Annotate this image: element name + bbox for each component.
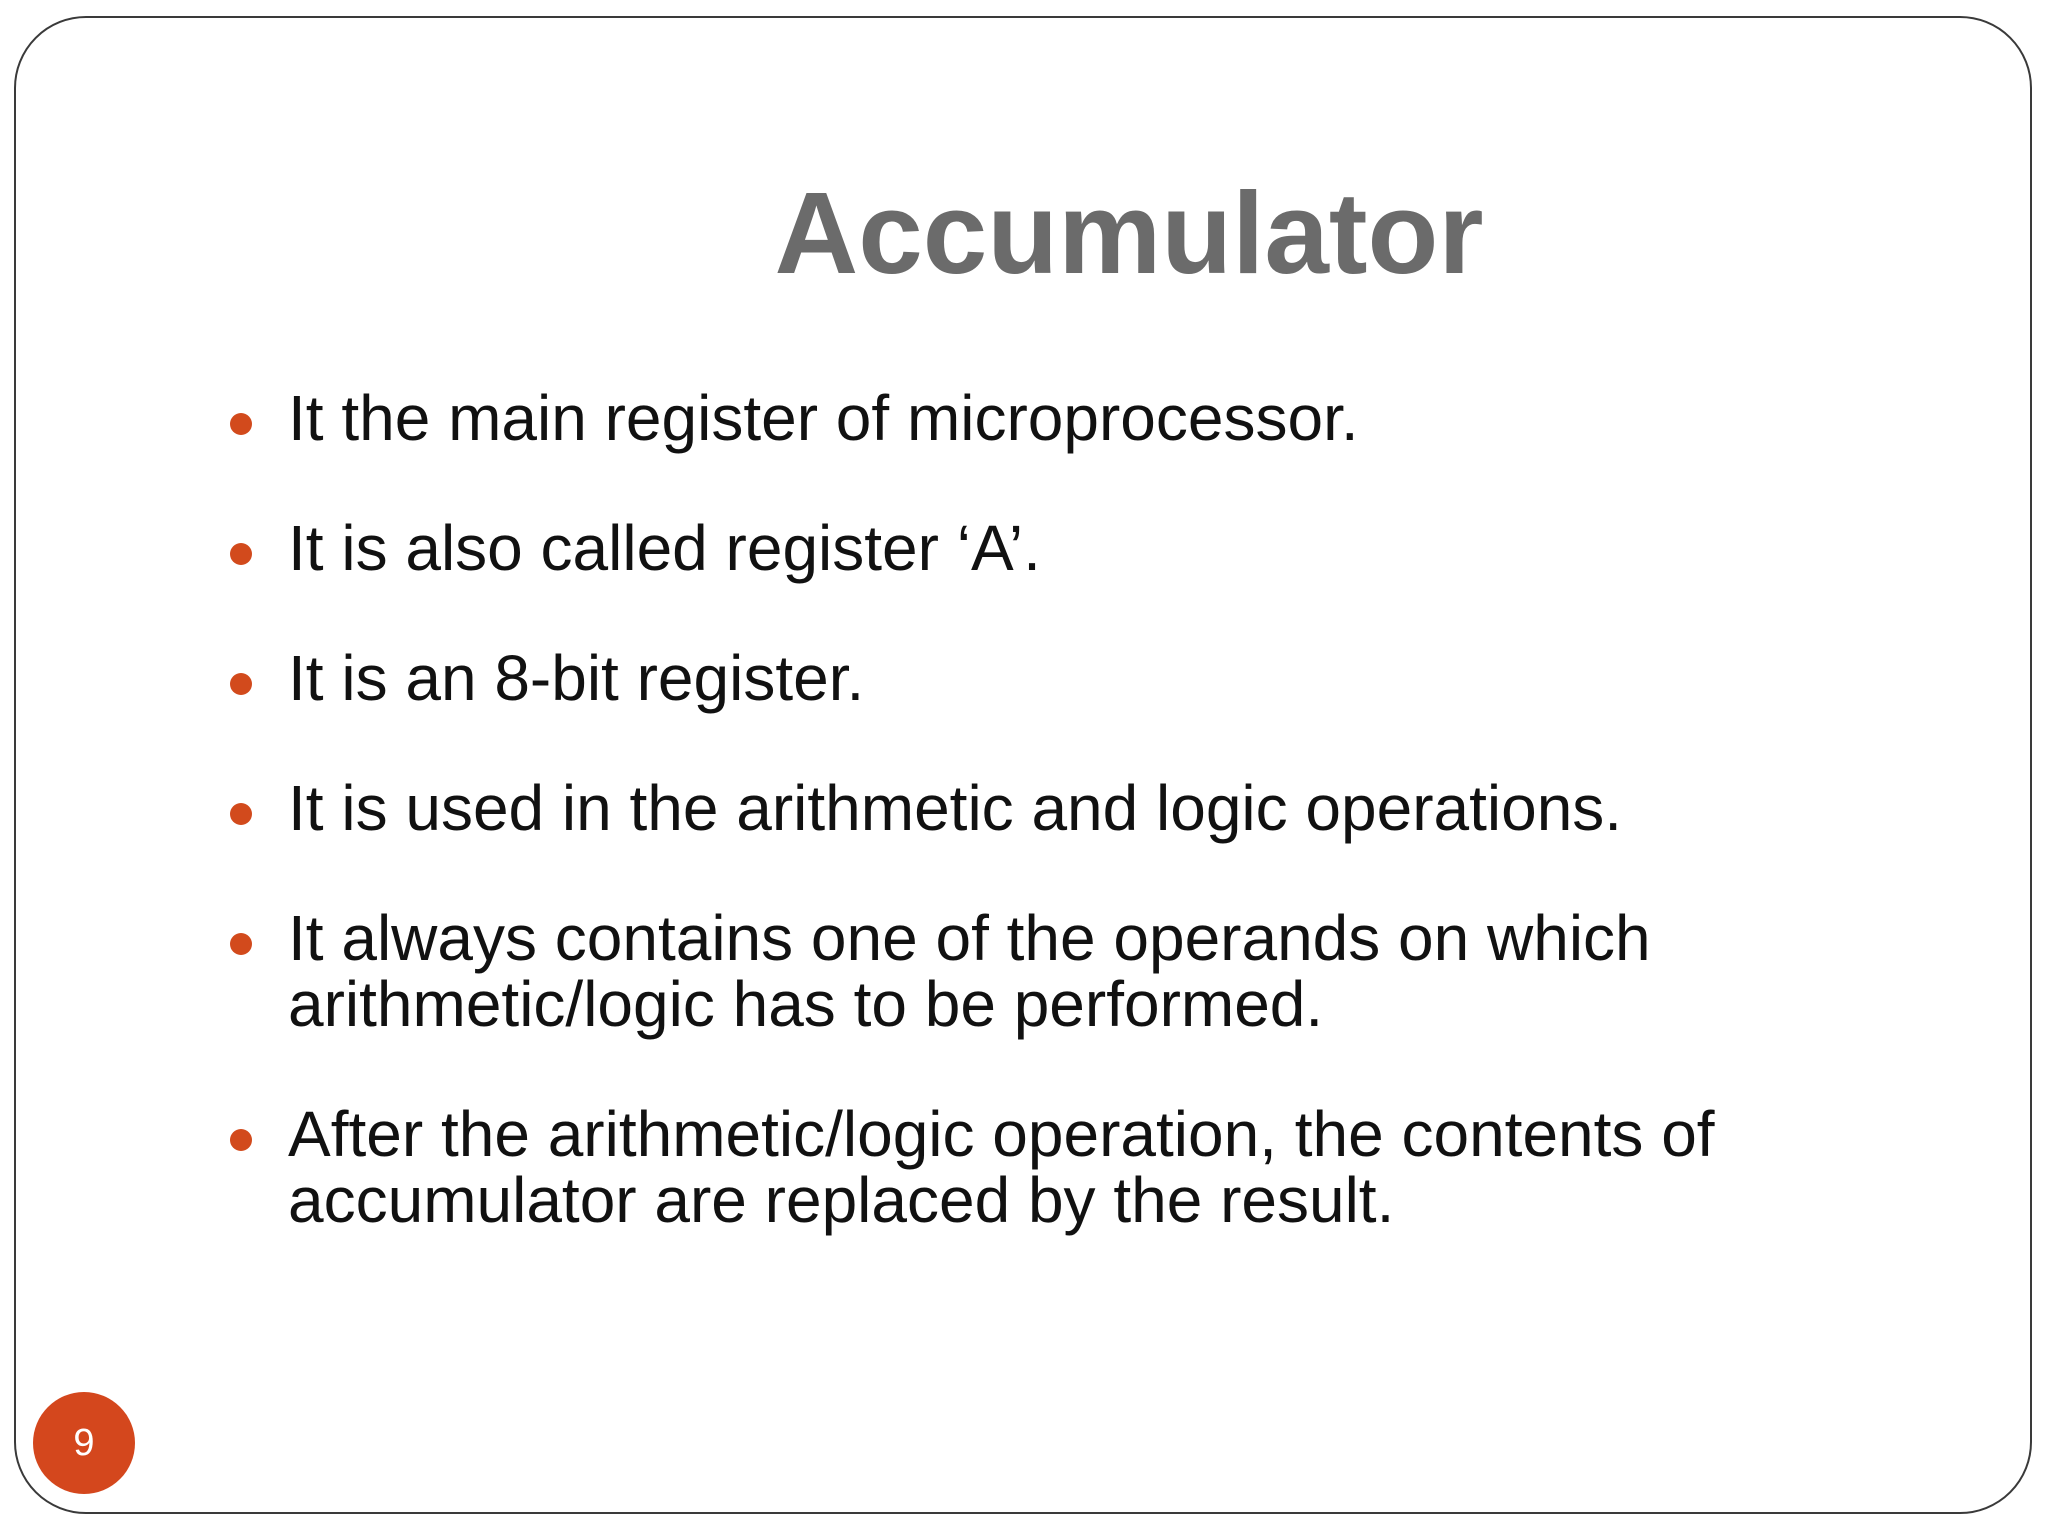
bullet-text: After the arithmetic/logic operation, the contents of accumulator are replaced by the result.: [288, 1098, 1715, 1236]
bullet-item: [230, 512, 1870, 584]
bullet-dot-icon: [230, 933, 252, 955]
page-number: 9: [73, 1421, 95, 1464]
bullet-text: It is used in the arithmetic and logic operations.: [288, 772, 1623, 844]
slide-title: Accumulator: [774, 168, 1484, 298]
bullet-text: It is an 8-bit register.: [288, 642, 865, 714]
bullet-item: [230, 642, 1870, 714]
bullet-text: It is also called register ‘A’.: [288, 512, 1041, 584]
bullet-item: [230, 1098, 1870, 1236]
bullet-item: [230, 772, 1870, 844]
bullet-text: It always contains one of the operands on which arithmetic/logic has to be performed.: [288, 902, 1651, 1040]
bullet-item: [230, 902, 1870, 1040]
bullet-dot-icon: [230, 413, 252, 435]
bullet-dot-icon: [230, 543, 252, 565]
bullet-dot-icon: [230, 803, 252, 825]
bullet-text: It the main register of microprocessor.: [288, 382, 1359, 454]
bullet-dot-icon: [230, 1129, 252, 1151]
page-number-badge: [33, 1392, 135, 1494]
bullet-list: [230, 382, 1870, 1297]
bullet-dot-icon: [230, 673, 252, 695]
bullet-item: [230, 382, 1870, 454]
